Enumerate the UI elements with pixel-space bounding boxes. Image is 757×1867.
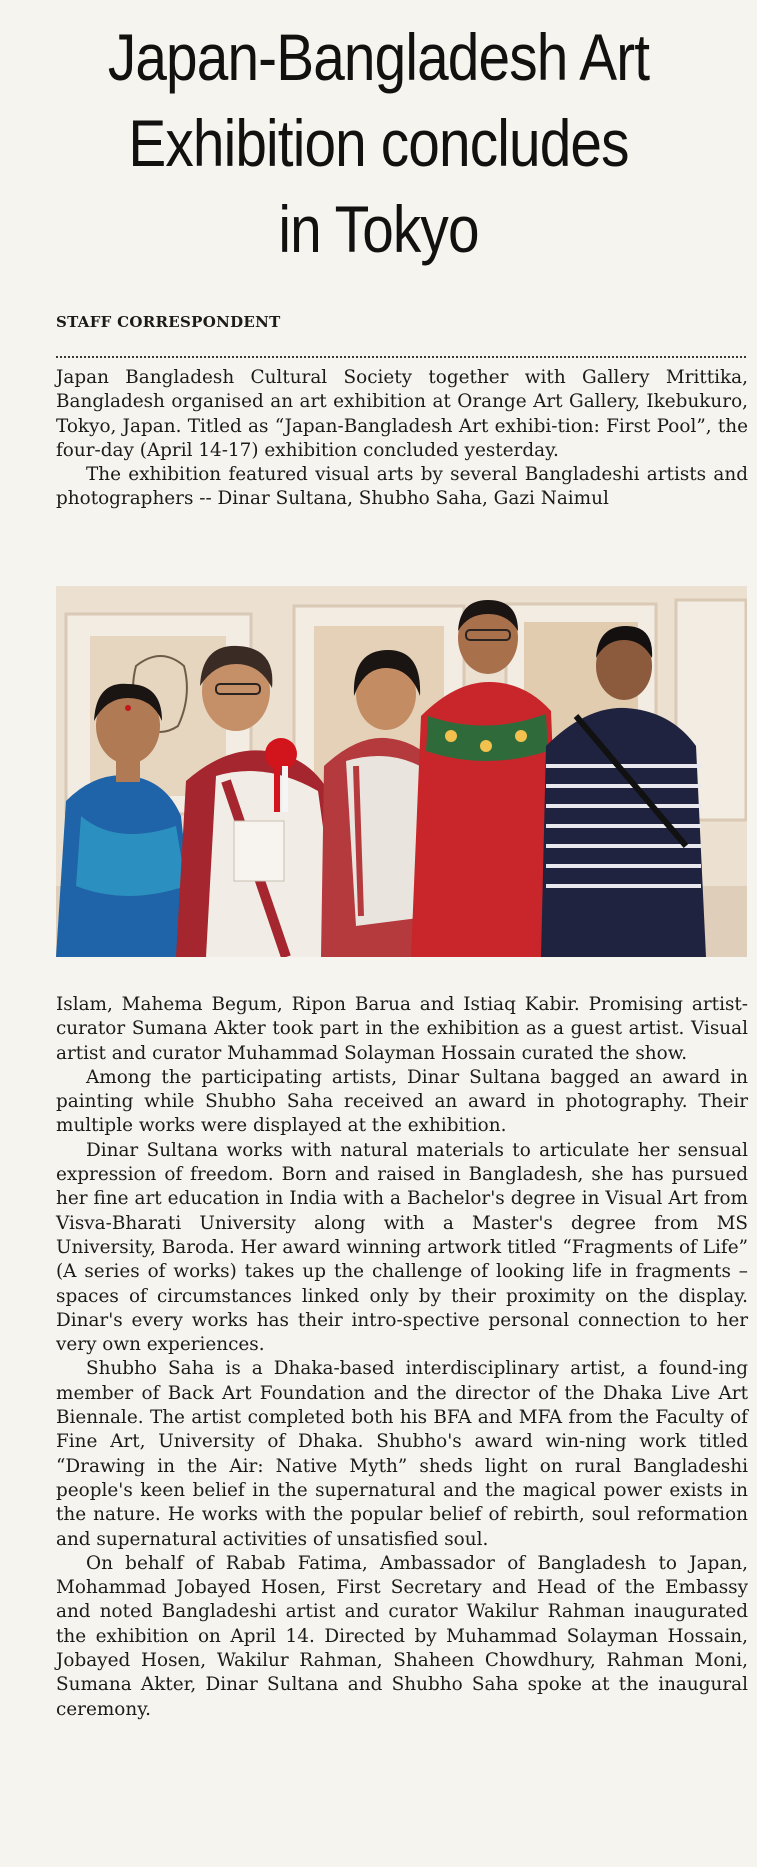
paragraph: Dinar Sultana works with natural materials to articulate her sensual expression of freedom. Born and raised in Bangladesh, she has pursued her fine art education in India with a Bachelor's degree in Visual Art from Visva-Bharati University along with a Master's degree from MS University, Baroda. Her award winning artwork titled “Fragments of Life” (A series of works) takes up the challenge of looking life in fragments –spaces of circumstances linked only by their proximity on the display. Dinar's every works has their intro-spective personal connection to her very own experiences. (56, 1139, 748, 1356)
person-5-stripes (546, 766, 701, 886)
rosette (265, 738, 297, 770)
brochure (234, 821, 284, 881)
paragraph: On behalf of Rabab Fatima, Ambassador of Bangladesh to Japan, Mohammad Jobayed Hosen, First Secretary and Head of the Embassy and noted Bangladeshi artist and curator Wakilur Rahman inaugurated the exhibition on April 14. Directed by Muhammad Solayman Hossain, Jobayed Hosen, Wakilur Rahman, Shaheen Chowdhury, Rahman Moni, Sumana Akter, Dinar Sultana and Shubho Saha spoke at the inaugural ceremony. (56, 1552, 748, 1720)
paragraph: The exhibition featured visual arts by several Bangladeshi artists and photographers -- Dinar Sultana, Shubho Saha, Gazi Naimul (56, 464, 748, 510)
headline (79, 14, 678, 272)
paragraph: Islam, Mahema Begum, Ripon Barua and Istiaq Kabir. Promising artist-curator Sumana Akter took part in the exhibition as a guest artist. Visual artist and curator Muhammad Solayman Hossain curated the show. (56, 994, 748, 1064)
exhibition-photo (56, 586, 747, 957)
paragraph: Shubho Saha is a Dhaka-based interdisciplinary artist, a found-ing member of Back Art Foundation and the director of the Dhaka Live Art Biennale. The artist completed both his BFA and MFA from the Faculty of Fine Art, University of Dhaka. Shubho's award win-ning work titled “Drawing in the Air: Native Myth” sheds light on rural Bangladeshi people's keen belief in the supernatural and the magical power exists in the nature. He works with the popular belief of rebirth, soul reformation and supernatural activities of unsatisfied soul. (56, 1358, 748, 1550)
embroidery-dot (445, 730, 457, 742)
embroidery-dot (515, 730, 527, 742)
person-5-shirt (541, 708, 706, 957)
headline-line-1: Japan-Bangladesh Art (107, 20, 650, 94)
article-body-top (56, 366, 748, 512)
rosette-ribbon (282, 766, 288, 812)
photo-illustration (56, 586, 747, 957)
paragraph: Japan Bangladesh Cultural Society together with Gallery Mrittika, Bangladesh organised an art exhibition at Orange Art Gallery, Ikebukuro, Tokyo, Japan. Titled as “Japan-Bangladesh Art exhibi-tion: First Pool”, the four-day (April 14-17) exhibition concluded yesterday. (56, 367, 748, 461)
headline-line-2: Exhibition concludes (128, 106, 629, 180)
paragraph: Among the participating artists, Dinar Sultana bagged an award in painting while Shubho Saha received an award in photography. Their multiple works were displayed at the exhibition. (56, 1066, 748, 1137)
person-1-bindi (125, 705, 131, 711)
embroidery-dot (480, 740, 492, 752)
rosette-ribbon (274, 766, 280, 812)
byline: STAFF CORRESPONDENT (56, 313, 281, 331)
dotted-divider (56, 356, 746, 358)
article-body-bottom (56, 993, 748, 1722)
headline-line-3: in Tokyo (278, 192, 479, 266)
